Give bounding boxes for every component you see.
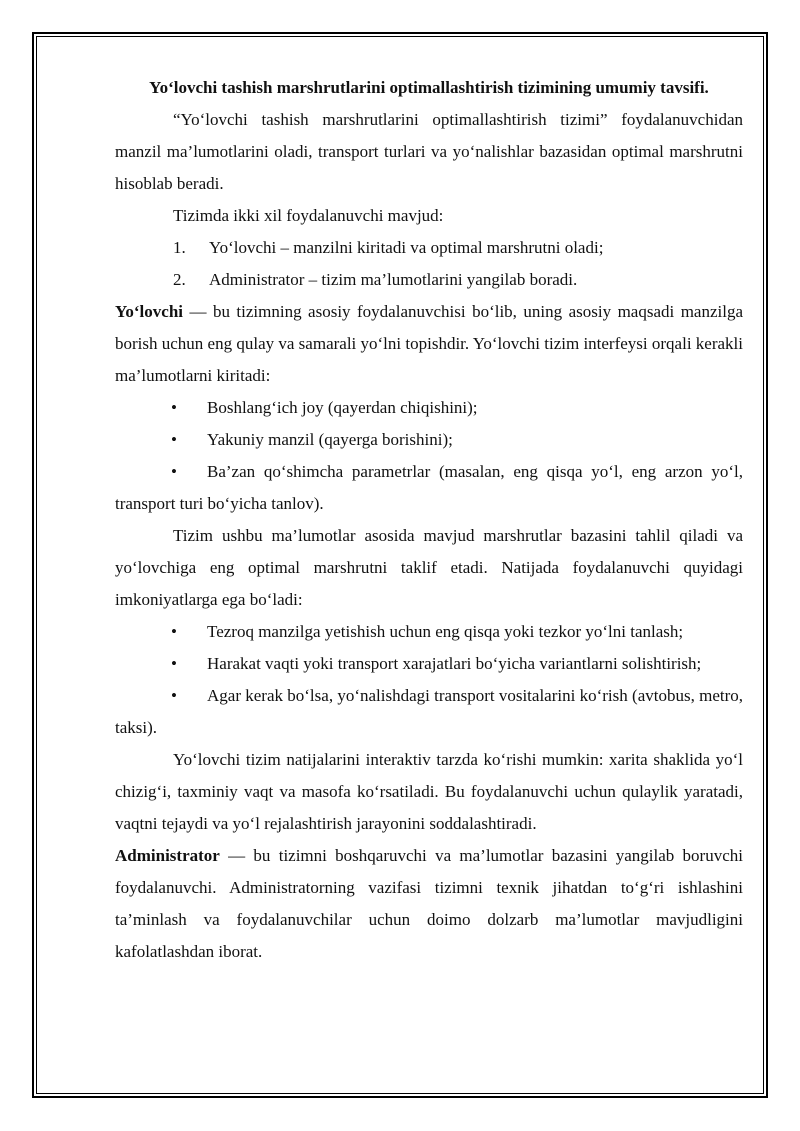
list-item <box>115 680 743 744</box>
item-text: Administrator – tizim ma’lumotlarini yangilab boradi. <box>209 270 578 289</box>
list-item <box>115 456 743 520</box>
passenger-term: Yo‘lovchi <box>115 302 183 321</box>
passenger-paragraph <box>115 296 743 392</box>
users-intro: Tizimda ikki xil foydalanuvchi mavjud: <box>173 206 444 225</box>
admin-description: bu tizimni boshqaruvchi va ma’lumotlar bazasini yangilab boruvchi foydalanuvchi. Administratorning vazifasi tizimni texnik jihatdan to‘g‘ri ishlashini ta’minlash va foydalanuvchilar uchun doimo dolzarb ma’lumotlar mavjudligini kafolatlashdan iborat. <box>115 846 743 961</box>
bullet-icon: • <box>171 686 177 705</box>
document-title: Yo‘lovchi tashish marshrutlarini optimallashtirish tizimining umumiy tavsifi. <box>149 78 709 97</box>
bullet-icon: • <box>171 430 177 449</box>
list-item-text: Tezroq manzilga yetishish uchun eng qisqa yoki tezkor yo‘lni tanlash; <box>207 622 684 641</box>
item-text: Yo‘lovchi – manzilni kiritadi va optimal marshrutni oladi; <box>209 238 604 257</box>
bullet-icon: • <box>171 622 177 641</box>
analysis-paragraph: Tizim ushbu ma’lumotlar asosida mavjud marshrutlar bazasini tahlil qiladi va yo‘lovchiga eng optimal marshrutni taklif etadi. Natijada foydalanuvchi quyidagi imkoniyatlarga ega bo‘ladi: <box>115 526 743 609</box>
intro-paragraph: “Yo‘lovchi tashish marshrutlarini optimallashtirish tizimi” foydalanuvchidan manzil ma’lumotlarini oladi, transport turlari va yo‘nalishlar bazasidan optimal marshrutni hisoblab beradi. <box>115 110 743 193</box>
list-item-text: Boshlang‘ich joy (qayerdan chiqishini); <box>207 398 478 417</box>
list-item-text: Yakuniy manzil (qayerga borishini); <box>207 430 453 449</box>
results-paragraph: Yo‘lovchi tizim natijalarini interaktiv tarzda ko‘rishi mumkin: xarita shaklida yo‘l chizig‘i, taxminiy vaqt va masofa ko‘rsatiladi. Bu foydalanuvchi uchun qulaylik yaratadi, vaqtni tejaydi va yo‘l rejalashtirish jarayonini soddalashtiradi. <box>115 750 743 833</box>
numbered-item <box>115 264 743 296</box>
numbered-item <box>115 232 743 264</box>
passenger-description: bu tizimning asosiy foydalanuvchisi bo‘lib, uning asosiy maqsadi manzilga borish uchun eng qulay va samarali yo‘lni topishdir. Yo‘lovchi tizim interfeysi orqali kerakli ma’lumotlarni kiritadi: <box>115 302 743 385</box>
list-item <box>115 616 743 648</box>
bullet-icon: • <box>171 398 177 417</box>
list-item <box>115 424 743 456</box>
item-number: 1. <box>173 238 186 257</box>
bullet-icon: • <box>171 654 177 673</box>
list-item-text: Agar kerak bo‘lsa, yo‘nalishdagi transport vositalarini ko‘rish (avtobus, metro, taksi). <box>115 686 743 737</box>
bullet-icon: • <box>171 462 177 481</box>
list-item-text: Ba’zan qo‘shimcha parametrlar (masalan, eng qisqa yo‘l, eng arzon yo‘l, transport turi bo‘yicha tanlov). <box>115 462 743 513</box>
list-item <box>115 392 743 424</box>
admin-term: Administrator <box>115 846 220 865</box>
list-item <box>115 648 743 680</box>
list-item-text: Harakat vaqti yoki transport xarajatlari bo‘yicha variantlarni solishtirish; <box>207 654 702 673</box>
item-number: 2. <box>173 270 186 289</box>
document-body <box>115 72 743 968</box>
admin-paragraph <box>115 840 743 968</box>
term-dash: — <box>219 846 254 865</box>
term-dash: — <box>183 302 213 321</box>
